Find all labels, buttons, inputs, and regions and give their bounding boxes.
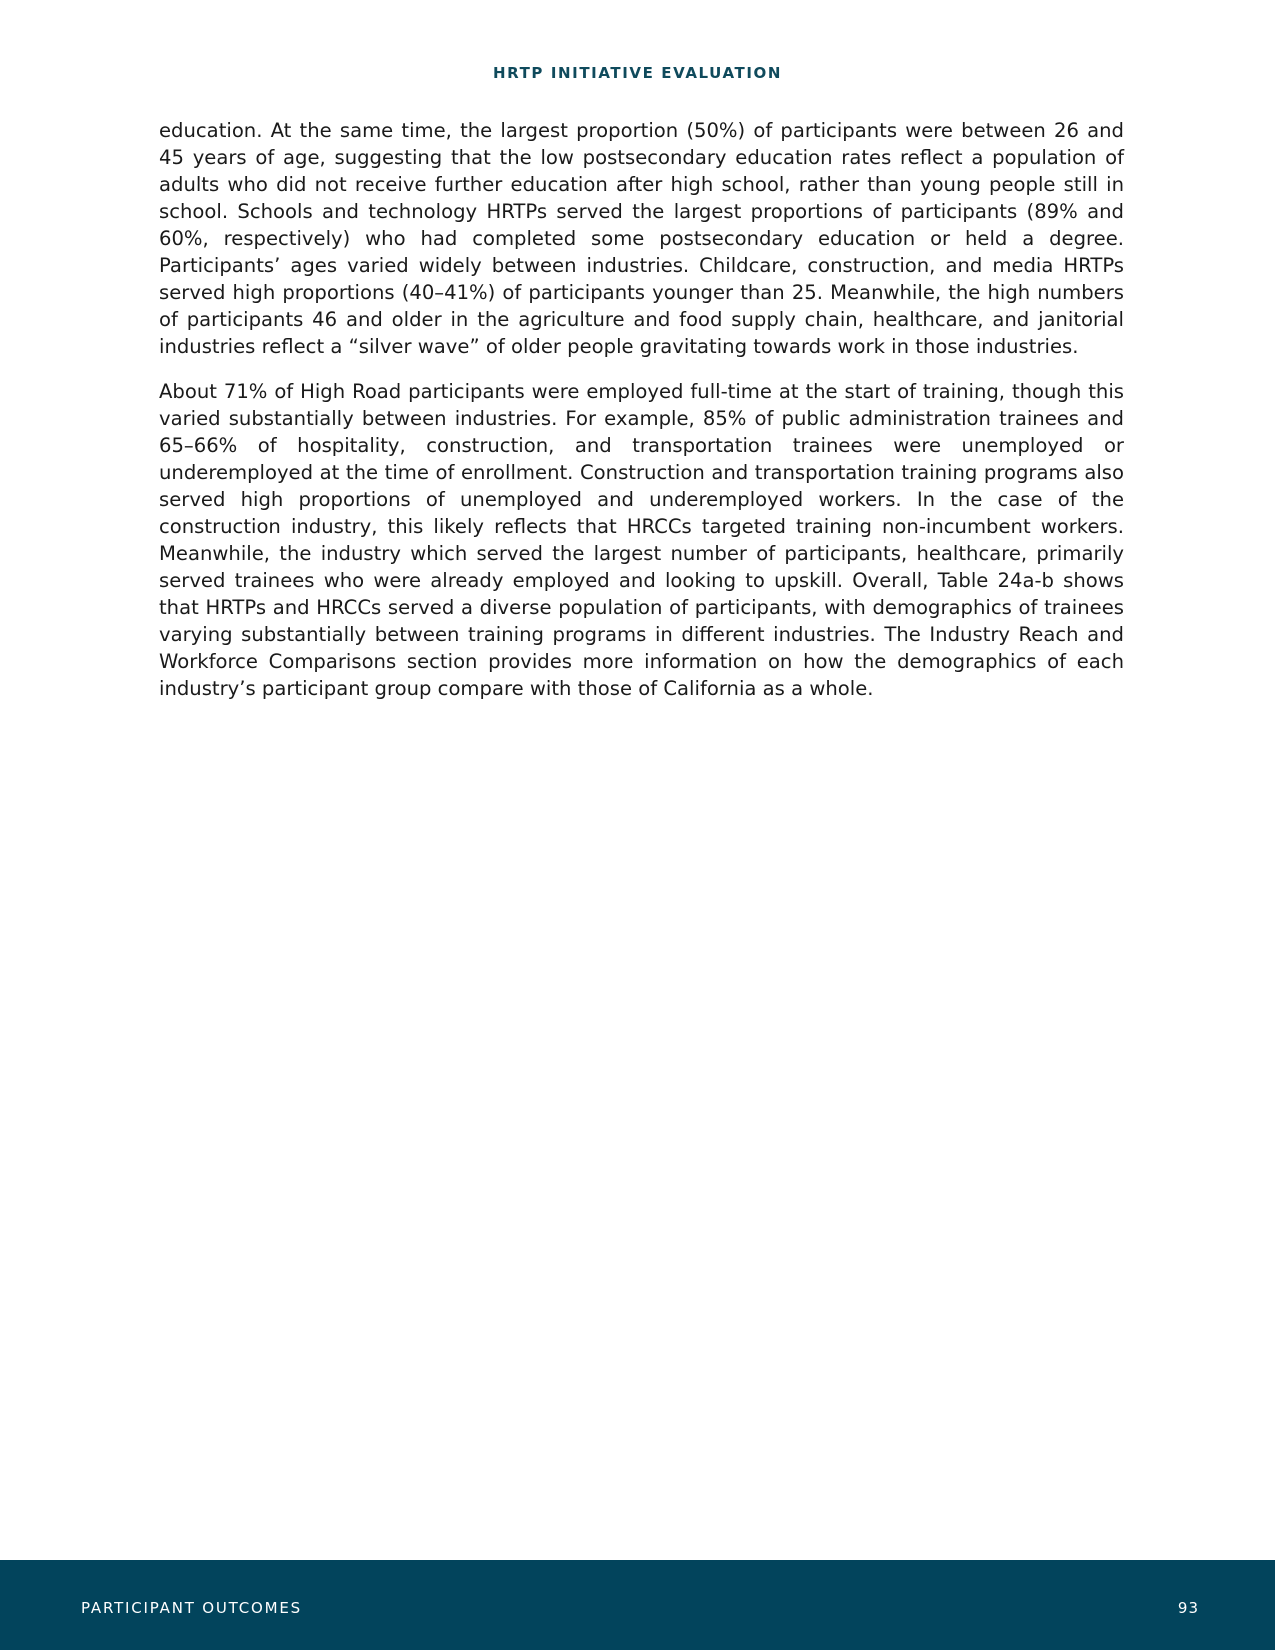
page-number: 93 bbox=[1177, 1599, 1199, 1617]
running-header: HRTP INITIATIVE EVALUATION bbox=[492, 64, 783, 82]
footer-section-title: PARTICIPANT OUTCOMES bbox=[81, 1599, 302, 1617]
footer-bar bbox=[0, 1560, 1275, 1650]
paragraph-1: education. At the same time, the largest proportion (50%) of participants were between 26 and 45 years of age, suggesting that the low postsecondary education rates reflect a population of adults who did not receive further education after high school, rather than young people still in school. Schools and technology HRTPs served the largest proportions of participants (89% and 60%, respectively) who had completed some postsecondary education or held a degree. Participants’ ages varied widely between industries. Childcare, construction, and media HRTPs served high proportions (40–41%) of participants younger than 25. Meanwhile, the high numbers of participants 46 and older in the agriculture and food supply chain, healthcare, and janitorial industries reflect a “silver wave” of older people gravitating towards work in those industries. bbox=[159, 119, 1124, 358]
paragraph-2: About 71% of High Road participants were employed full-time at the start of training, though this varied substantially between industries. For example, 85% of public administration trainees and 65–66% of hospitality, construction, and transportation trainees were unemployed or underemployed at the time of enrollment. Construction and transportation training programs also served high proportions of unemployed and underemployed workers. In the case of the construction industry, this likely reflects that HRCCs targeted training non-incumbent workers. Meanwhile, the industry which served the largest number of participants, healthcare, primarily served trainees who were already employed and looking to upskill. Overall, Table 24a-b shows that HRTPs and HRCCs served a diverse population of participants, with demographics of trainees varying substantially between training programs in different industries. The Industry Reach and Workforce Comparisons section provides more information on how the demographics of each industry’s participant group compare with those of California as a whole. bbox=[159, 380, 1124, 700]
body-text bbox=[159, 117, 1124, 720]
